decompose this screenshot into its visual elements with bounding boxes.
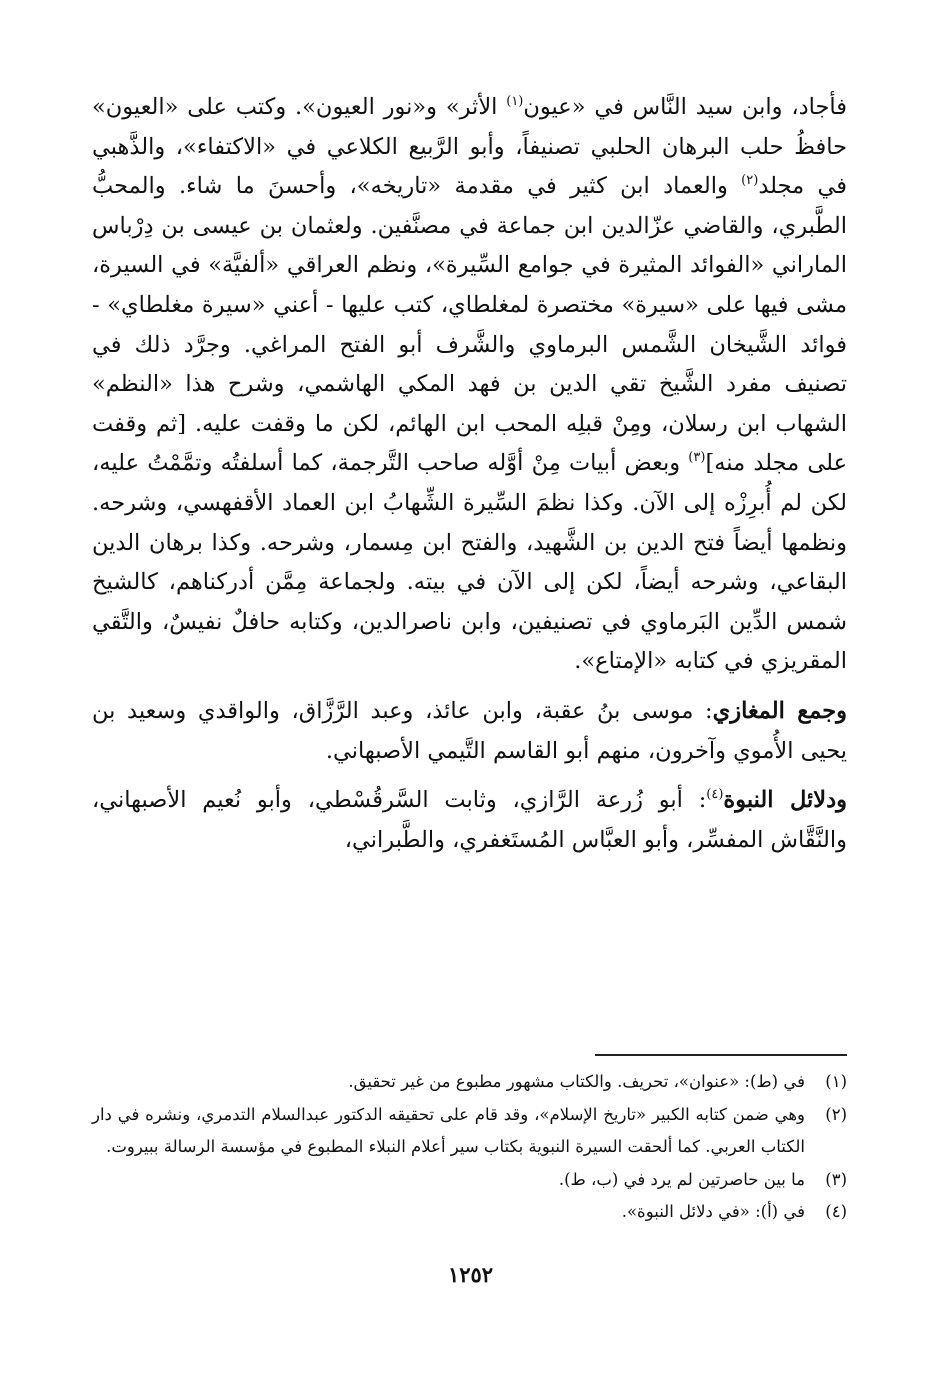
footnote-number: (٢) [825, 1104, 847, 1124]
footnote-ref-4[interactable]: (٤) [706, 787, 724, 803]
page-number: ١٢٥٢ [447, 1262, 494, 1287]
text-run: : موسى بنُ عقبة، وابن عائذ، وعبد الرَّزَّاق، والواقدي وسعيد بن يحيى الأُموي وآخرون، منهم أبو القاسم التَّيمي الأصبهاني. [92, 697, 847, 764]
paragraph-maghazi [92, 692, 847, 771]
footnote-text: وهي ضمن كتابه الكبير «تاريخ الإسلام»، وقد قام على تحقيقه الدكتور عبدالسلام التدمري، ونشره في دار الكتاب العربي. كما ألحقت السيرة النبوية بكتاب سير أعلام النبلاء المطبوع في مؤسسة الرسالة ببيروت. [92, 1104, 805, 1156]
body-text [92, 88, 847, 860]
section-heading-dalail: ودلائل النبوة [723, 787, 847, 814]
footnote-ref-1[interactable]: (١) [506, 94, 524, 109]
footnote-ref-2[interactable]: (٢) [741, 173, 759, 189]
footnote-text: ما بين حاصرتين لم يرد في (ب، ط). [558, 1169, 805, 1189]
text-run: فأجاد، وابن سيد النَّاس في «عيون [523, 94, 848, 120]
text-run: والعماد ابن كثير في مقدمة «تاريخه»، وأحسنَ ما شاء. والمحبُّ الطَّبري، والقاضي عزّالدين ابن جماعة في مصنَّفين. ولعثمان بن عيسى بن دِرْباس الماراني «الفوائد المثيرة في جوامع السِّيرة»، ونظم العراقي «ألفيَّة» في السيرة، مشى فيها على «سيرة» مختصرة لمغلطاي، كتب عليها - أعني «سيرة مغلطاي» - فوائد الشَّيخان الشَّمس البرماوي والشَّرف أبو الفتح المراغي. وجرَّد ذلك في تصنيف مفرد الشَّيخ تقي الدين بن فهد المكي الهاشمي، وشرح هذا «النظم» الشهاب ابن رسلان، ومِنْ قبلِه المحب ابن الهائم، لكن ما وقفت عليه. [ثم وقفت على مجلد منه] [92, 173, 847, 477]
footnote-3 [92, 1164, 847, 1197]
footnote-1 [92, 1066, 847, 1099]
main-text [92, 88, 847, 860]
footnote-number: (١) [825, 1072, 847, 1091]
footnote-separator [595, 1054, 847, 1056]
paragraph-dalail [92, 781, 847, 860]
footnotes [92, 1066, 847, 1229]
section-heading-maghazi: وجمع المغازي [712, 697, 847, 724]
footnote-text: في (ط): «عنوان»، تحريف. والكتاب مشهور مطبوع من غير تحقيق. [348, 1072, 805, 1091]
text-run: الأثر» و«نور العيون». وكتب على «العيون» حافظُ حلب البرهان الحلبي تصنيفاً، وأبو الرَّبيع الكلاعي في «الاكتفاء»، والذَّهبي في مجلد [92, 94, 848, 200]
footnote-2 [92, 1099, 847, 1164]
text-run: : أبو زُرعة الرَّازي، وثابت السَّرقُسْطي، وأبو نُعيم الأصبهاني، والنَّقَّاش المفسِّر، وأبو العبَّاس المُستَغفري، والطَّبراني، [92, 787, 847, 853]
text-run: وبعض أبيات مِنْ أوَّله صاحب التَّرجمة، كما أسلفتُه وتمَّمْتُ عليه، لكن لم أُبرِزْه إلى الآن. وكذا نظمَ السِّيرة الشِّهابُ ابن العماد الأقفهسي، وشرحه. ونظمها أيضاً فتح الدين بن الشَّهيد، والفتح ابن مِسمار، وشرحه. وكذا برهان الدين البقاعي، وشرحه أيضاً، لكن إلى الآن في بيته. ولجماعة مِمَّن أدركناهم، كالشيخ شمس الدِّين البَرماوي في تصنيفين، وابن ناصرالدين، وكتابه حافلٌ نفيسٌ، والتَّقي المقريزي في كتابه «الإمتاع». [92, 450, 847, 675]
footnote-4 [92, 1196, 847, 1229]
footnote-ref-3[interactable]: (٣) [688, 450, 706, 466]
paragraph-sira-authors [92, 88, 847, 682]
footnote-text: في (أ): «في دلائل النبوة». [621, 1202, 805, 1221]
footnote-number: (٣) [825, 1169, 847, 1189]
footnote-number: (٤) [825, 1202, 847, 1221]
